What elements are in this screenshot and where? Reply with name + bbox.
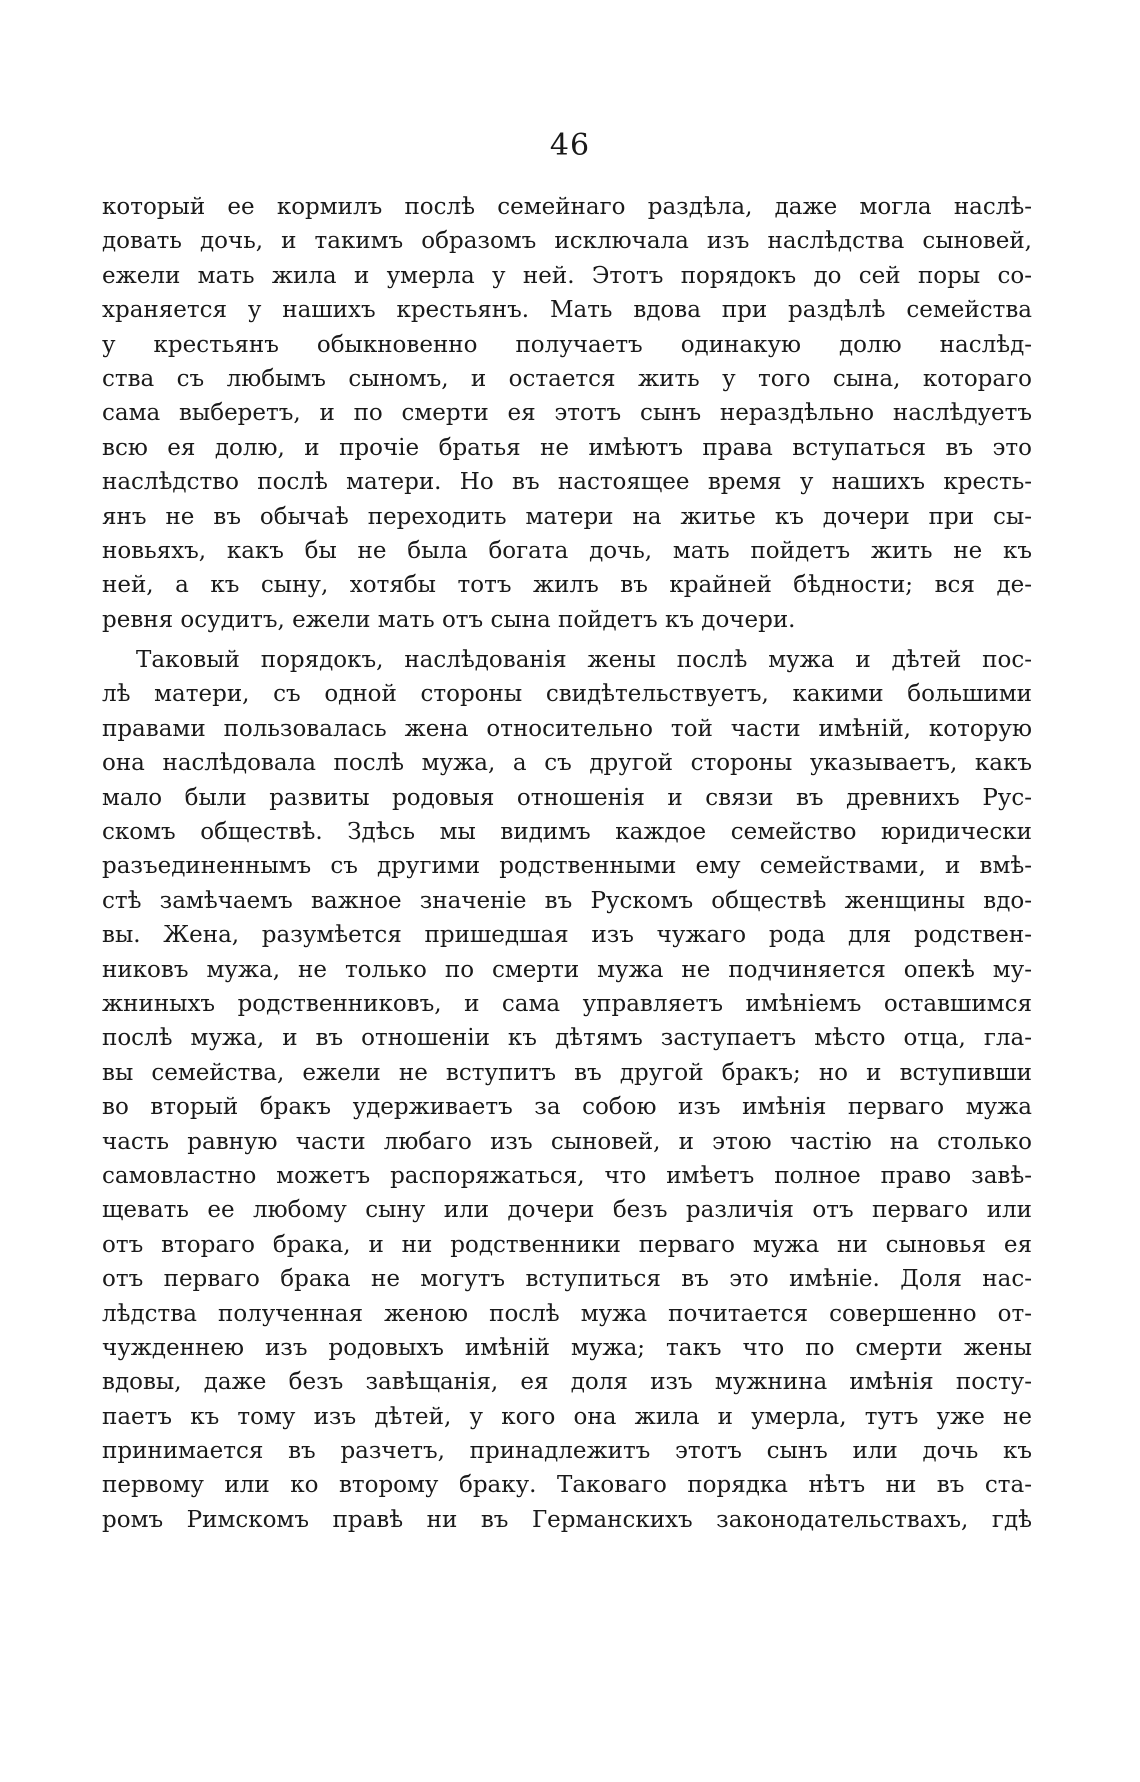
text-line: чужденнею изъ родовыхъ имѣній мужа; такъ что по смерти жены <box>102 1334 1032 1361</box>
text-line: послѣ мужа, и въ отношеніи къ дѣтямъ заступаетъ мѣсто отца, гла- <box>102 1025 1032 1052</box>
text-line: паетъ къ тому изъ дѣтей, у кого она жила и умерла, тутъ уже не <box>102 1403 1032 1430</box>
text-line: она наслѣдовала послѣ мужа, а съ другой стороны указываетъ, какъ <box>102 750 1032 777</box>
text-line: янъ не въ обычаѣ переходить матери на житье къ дочери при сы- <box>102 503 1032 530</box>
paragraph-1 <box>102 190 1032 637</box>
text-line: ежели мать жила и умерла у ней. Этотъ порядокъ до сей поры со- <box>102 262 1032 289</box>
text-line: вдовы, даже безъ завѣщанія, ея доля изъ мужнина имѣнія посту- <box>102 1369 1032 1396</box>
text-line: вы. Жена, разумѣется пришедшая изъ чужаго рода для родствен- <box>102 922 1032 949</box>
text-line: стѣ замѣчаемъ важное значеніе въ Рускомъ обществѣ женщины вдо- <box>102 887 1032 914</box>
text-line: ревня осудитъ, ежели мать отъ сына пойдетъ къ дочери. <box>102 606 796 633</box>
text-line: лѣдства полученная женою послѣ мужа почитается совершенно от- <box>102 1300 1032 1327</box>
text-line: во вторый бракъ удерживаетъ за собою изъ имѣнія перваго мужа <box>102 1094 1032 1121</box>
text-line: часть равную части любаго изъ сыновей, и этою частію на столько <box>102 1128 1032 1155</box>
text-line: который ее кормилъ послѣ семейнаго раздѣла, даже могла наслѣ- <box>102 194 1032 220</box>
page-number: 46 <box>549 128 591 163</box>
text-line: вы семейства, ежели не вступитъ въ другой бракъ; но и вступивши <box>102 1059 1032 1086</box>
text-line: всю ея долю, и прочіе братья не имѣютъ права вступаться въ это <box>102 434 1032 461</box>
text-line: лѣ матери, съ одной стороны свидѣтельствуетъ, какими большими <box>102 681 1032 708</box>
text-line: ней, а къ сыну, хотябы тотъ жилъ въ крайней бѣдности; вся де- <box>102 572 1032 599</box>
text-line: разъединеннымъ съ другими родственными ему семействами, и вмѣ- <box>102 853 1032 880</box>
text-line: жниныхъ родственниковъ, и сама управляетъ имѣніемъ оставшимся <box>102 990 1032 1017</box>
text-line: ромъ Римскомъ правѣ ни въ Германскихъ законодательствахъ, гдѣ <box>102 1506 1032 1533</box>
text-line: отъ перваго брака не могутъ вступиться въ это имѣніе. Доля нас- <box>102 1266 1032 1293</box>
text-line: наслѣдство послѣ матери. Но въ настоящее время у нашихъ кресть- <box>102 469 1032 496</box>
text-line: у крестьянъ обыкновенно получаетъ одинакую долю наслѣд- <box>102 331 1032 358</box>
text-line: первому или ко второму браку. Таковаго порядка нѣтъ ни въ ста- <box>102 1472 1032 1499</box>
text-line: храняется у нашихъ крестьянъ. Мать вдова при раздѣлѣ семейства <box>102 297 1032 324</box>
text-line: никовъ мужа, не только по смерти мужа не подчиняется опекѣ му- <box>102 956 1032 983</box>
text-line: самовластно можетъ распоряжаться, что имѣетъ полное право завѣ- <box>102 1162 1032 1189</box>
text-line: сама выберетъ, и по смерти ея этотъ сынъ нераздѣльно наслѣдуетъ <box>102 400 1032 427</box>
text-line: новьяхъ, какъ бы не была богата дочь, мать пойдетъ жить не къ <box>102 537 1032 564</box>
text-line: мало были развиты родовыя отношенія и связи въ древнихъ Рус- <box>102 784 1032 811</box>
text-line: ства съ любымъ сыномъ, и остается жить у того сына, котораго <box>102 365 1032 392</box>
text-line: довать дочь, и такимъ образомъ исключала изъ наслѣдства сыновей, <box>102 228 1032 255</box>
text-line: принимается въ разчетъ, принадлежитъ этотъ сынъ или дочь къ <box>102 1438 1032 1465</box>
text-line: отъ втораго брака, и ни родственники перваго мужа ни сыновья ея <box>102 1231 1032 1258</box>
body-text <box>102 190 1032 1537</box>
text-line: Таковый порядокъ, наслѣдованія жены послѣ мужа и дѣтей пос- <box>136 647 1032 674</box>
text-line: правами пользовалась жена относительно той части имѣній, которую <box>102 715 1032 742</box>
text-line: скомъ обществѣ. Здѣсь мы видимъ каждое семейство юридически <box>102 819 1032 846</box>
paragraph-2 <box>102 643 1032 1537</box>
text-line: щевать ее любому сыну или дочери безъ различія отъ перваго или <box>102 1197 1032 1224</box>
